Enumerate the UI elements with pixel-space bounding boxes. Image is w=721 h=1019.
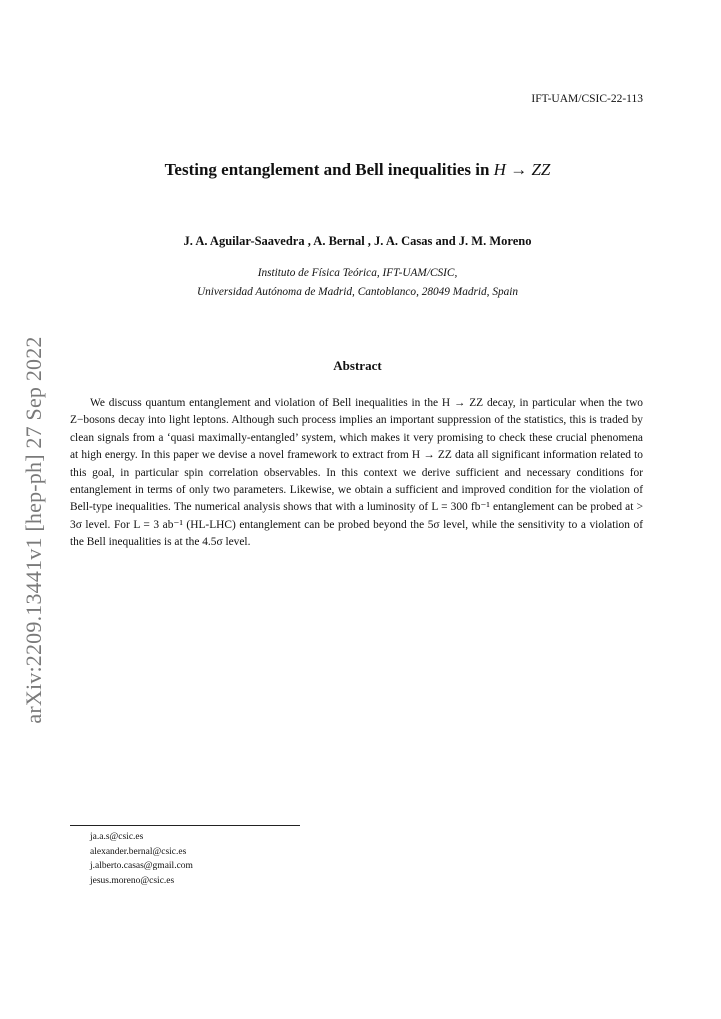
abstract-heading: Abstract xyxy=(333,358,382,373)
title-text: Testing entanglement and Bell inequalities in xyxy=(164,160,490,179)
footnote-email: ja.a.s@csic.es xyxy=(90,832,144,842)
footnote-email: alexander.bernal@csic.es xyxy=(90,846,187,857)
affiliation-line-1: Instituto de Física Teórica, IFT-UAM/CSIC, xyxy=(257,267,458,279)
footnotes xyxy=(90,830,193,888)
title-math: H → ZZ xyxy=(493,160,551,179)
arxiv-stamp[interactable]: arXiv:2209.13441v1 [hep-ph] 27 Sep 2022 xyxy=(21,336,46,724)
affiliation xyxy=(0,264,715,302)
abstract-body: We discuss quantum entanglement and violation of Bell inequalities in the H → ZZ decay, in particular when the two Z−bosons decay into light leptons. Although such process implies an important suppression of the statistics, this is traded by clean signals from a ‘quasi maximally-entangled’ system, which makes it very promising to check these crucial phenomena at high energy. In this paper we devise a novel framework to extract from H → ZZ data all significant information related to this goal, in particular spin correlation observables. In this context we derive sufficient and necessary conditions for entanglement in terms of only two parameters. Likewise, we obtain a sufficient and improved condition for the violation of Bell-type inequalities. The numerical analysis shows that with a luminosity of L = 300 fb⁻¹ entanglement can be probed at > 3σ level. For L = 3 ab⁻¹ (HL-LHC) entanglement can be probed beyond the 5σ level, while the sensitivity to a violation of the Bell inequalities is at the 4.5σ level. xyxy=(70,397,643,549)
footnote-rule xyxy=(70,825,300,826)
author-list: J. A. Aguilar-Saavedra , A. Bernal , J. A. Casas and J. M. Moreno xyxy=(183,234,532,248)
report-number: IFT-UAM/CSIC-22-113 xyxy=(531,93,643,105)
footnote-email: j.alberto.casas@gmail.com xyxy=(90,861,193,871)
footnote-email: jesus.moreno@csic.es xyxy=(90,875,175,886)
affiliation-line-2: Universidad Autónoma de Madrid, Cantoblanco, 28049 Madrid, Spain xyxy=(196,286,519,298)
paper-title xyxy=(0,160,715,180)
